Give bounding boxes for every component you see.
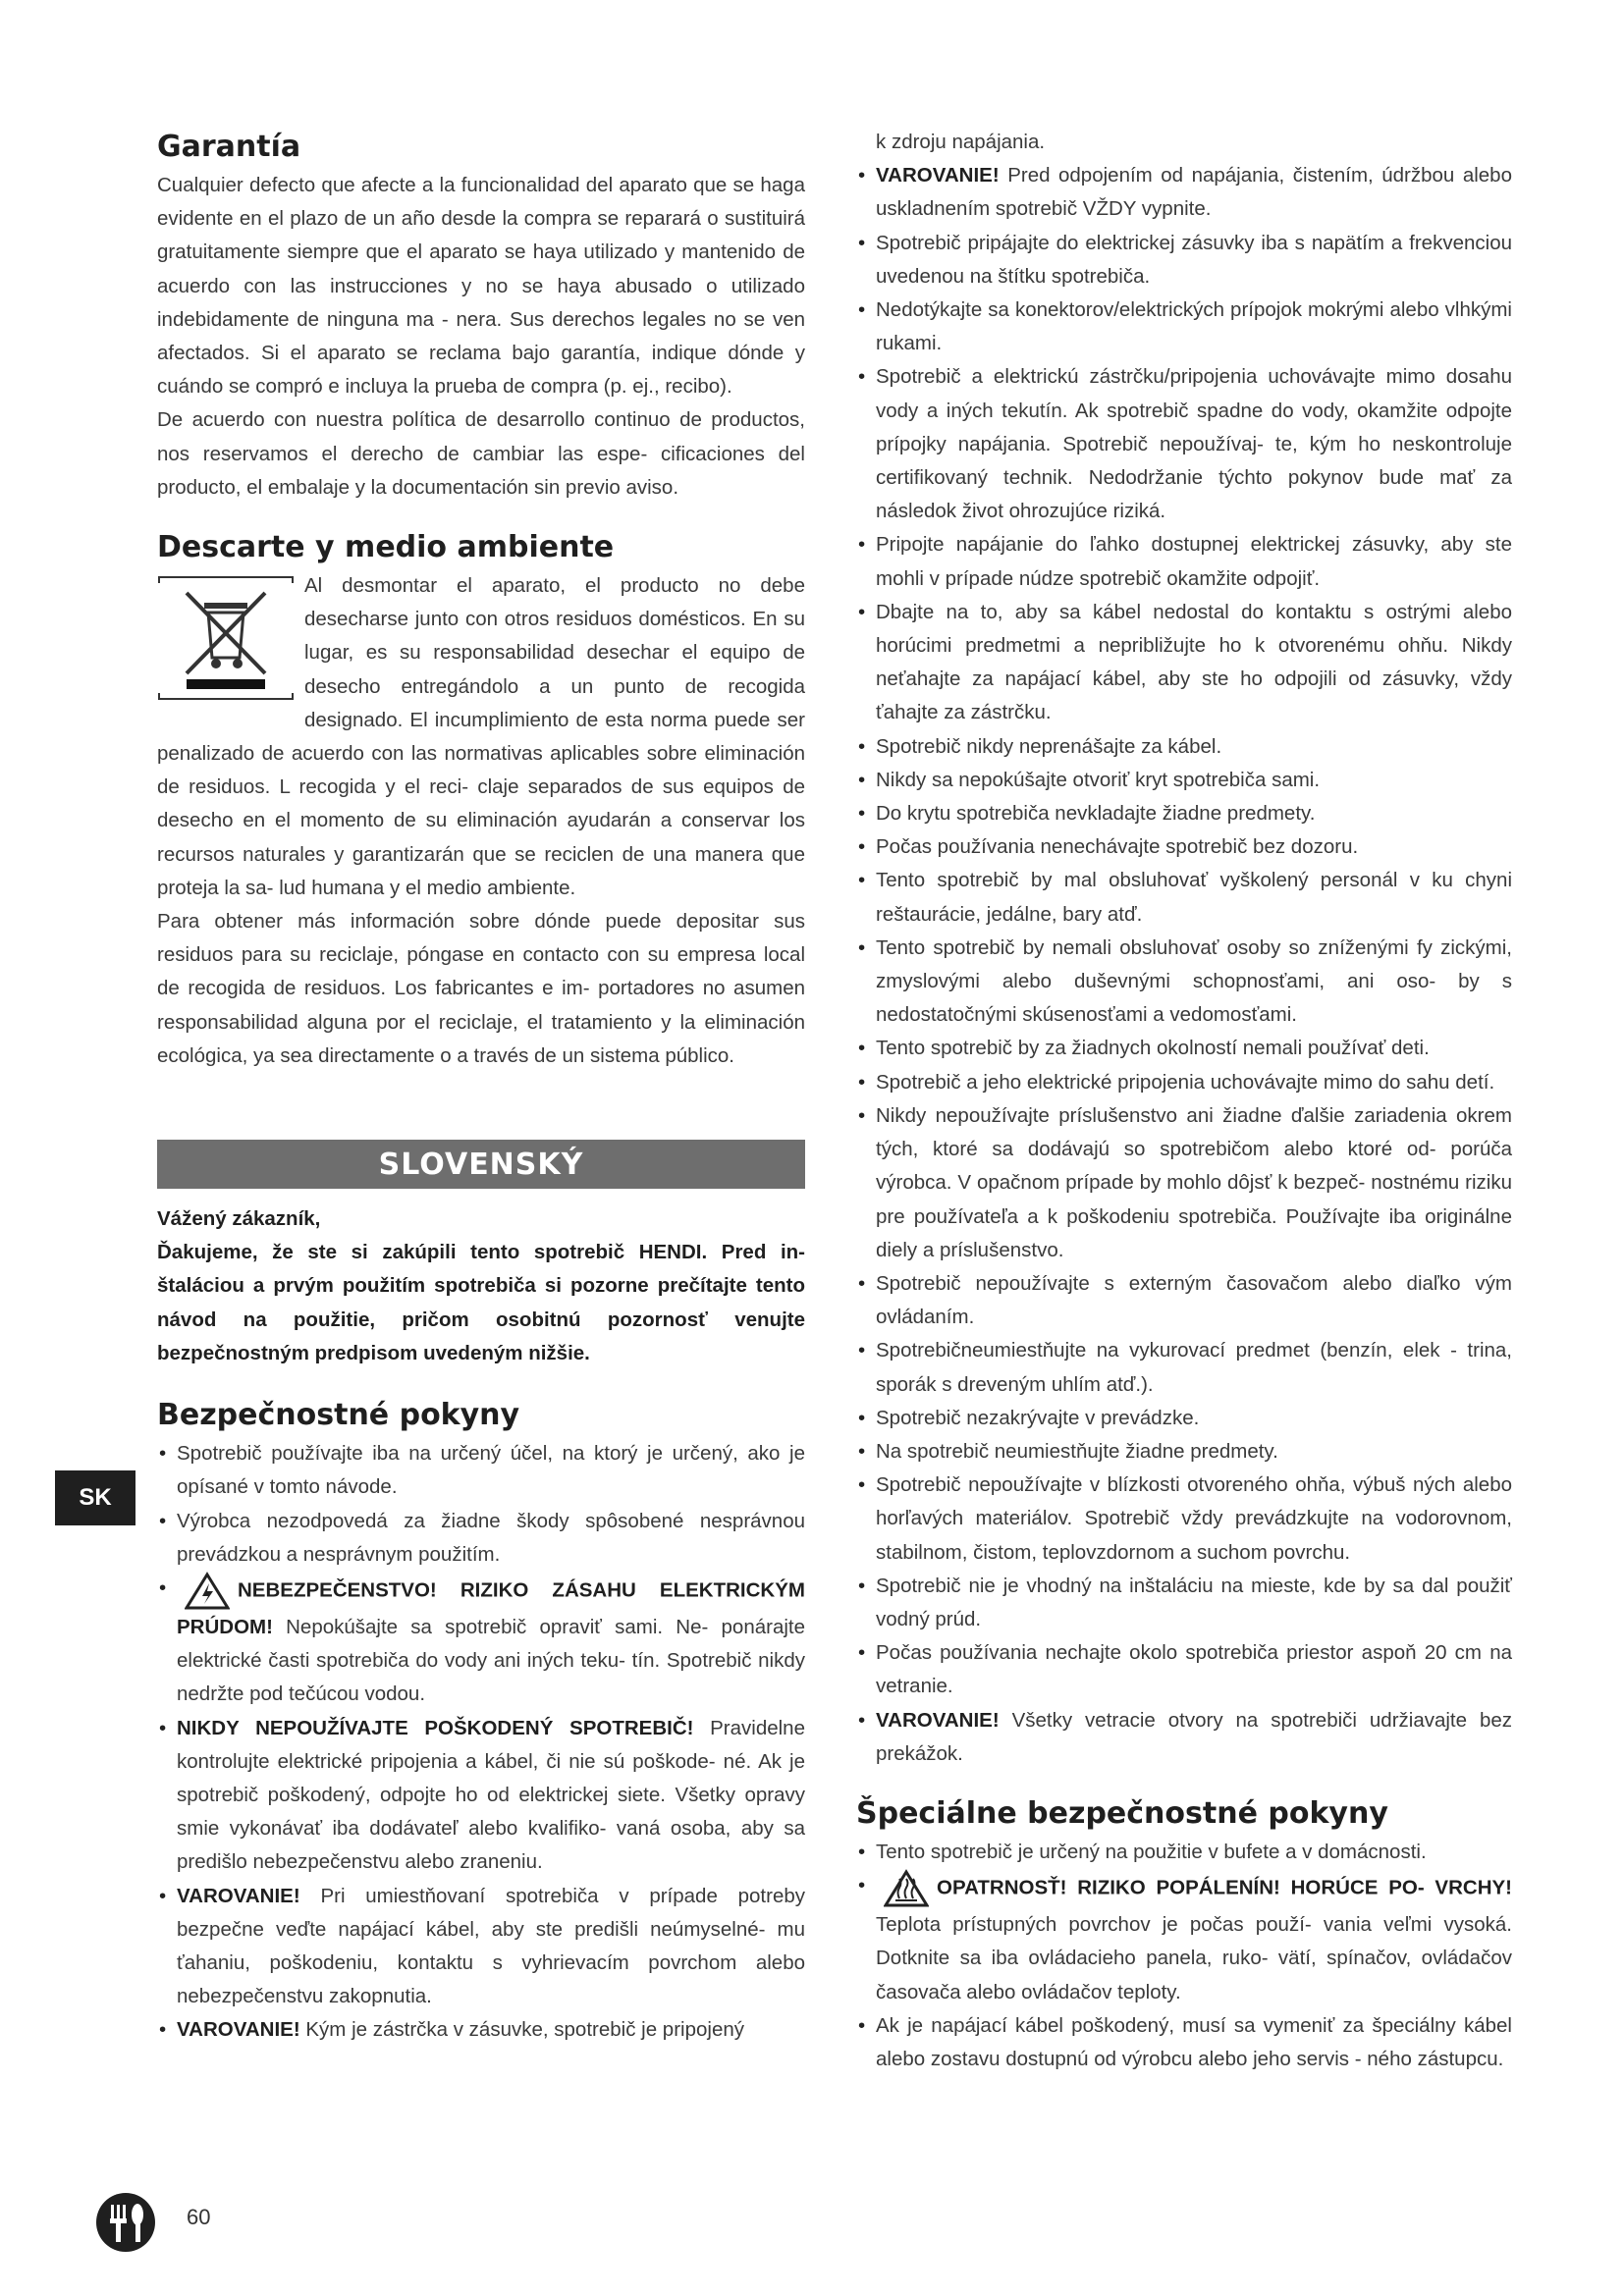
safety-item: • VAROVANIE! Pri umiestňovaní spotrebiča v prípade potreby bezpečne veďte napájací kábel, aby ste predišli neúmyselné- mu ťahaniu, poškodeniu, kontaktu s vyhrievacím povrchom alebo nebezpečenstvu zakopnutia. <box>157 1880 805 2014</box>
safety-item: • Spotrebič nepoužívajte s externým časovačom alebo diaľko vým ovládaním. <box>856 1267 1512 1334</box>
special-safety-section <box>856 1792 1512 2076</box>
safety-item: • Nikdy nepoužívajte príslušenstvo ani žiadne ďalšie zariadenia okrem tých, ktoré sa dodávajú so spotrebičom alebo ktoré od- porúča výrobca. V opačnom prípade by mohlo dôjsť k bezpeč- nostnému riziku pre používateľa a k poškodeniu spotrebiča. Používajte iba originálne diely a príslušenstvo. <box>856 1099 1512 1267</box>
safety-list-continued <box>856 159 1512 1771</box>
disposal-title: Descarte y medio ambiente <box>157 530 615 565</box>
page-number: 60 <box>187 2205 211 2229</box>
safety-item: • Spotrebič nepoužívajte v blízkosti otvoreného ohňa, výbuš ných alebo horľavých materiálov. Spotrebič vždy prevádzkujte na vodorovnom, stabilnom, čistom, teplovzdornom a suchom povrchu. <box>856 1468 1512 1570</box>
safety-item: • Na spotrebič neumiestňujte žiadne predmety. <box>856 1435 1512 1468</box>
disposal-paragraph-2: Para obtener más información sobre dónde puede depositar sus residuos para su reciclaje, póngase en contacto con su empresa local de recogida de residuos. Los fabricantes e im- portadores no asumen responsabilidad alguna por el reciclaje, el tratamiento y la eliminación ecológica, ya sea directamente o a través de un sistema público. <box>157 910 805 1067</box>
right-column <box>856 126 1512 2076</box>
warranty-title: Garantía <box>157 130 301 164</box>
warranty-paragraph-1: Cualquier defecto que afecte a la funcionalidad del aparato que se haga evidente en el plazo de un año desde la compra se reparará o sustituirá gratuitamente siempre que el aparato se haya utilizado y mantenido de acuerdo con las instrucciones y no se haya abusado o utilizado indebidamente de ninguna ma - nera. Sus derechos legales no se ven afectados. Si el aparato se reclama bajo garantía, indique dónde y cuándo se compró e incluya la prueba de compra (p. ej., recibo). <box>157 174 805 399</box>
left-column <box>157 126 805 2048</box>
special-safety-title: Špeciálne bezpečnostné pokyny <box>856 1795 1388 1831</box>
greeting-text: Ďakujeme, že ste si zakúpili tento spotrebič HENDI. Pred in- štaláciou a prvým použitím spotrebiča si pozorne prečítajte tento návod na použitie, pričom osobitnú pozornosť venujte bezpečnostným predpisom uvedeným nižšie. <box>157 1241 805 1364</box>
hendi-cutlery-logo-icon <box>94 2191 157 2254</box>
safety-item: • VAROVANIE! Všetky vetracie otvory na spotrebiči udržiavajte bez prekážok. <box>856 1704 1512 1771</box>
continued-text: k zdroju napájania. <box>876 131 1046 153</box>
warranty-paragraph-2: De acuerdo con nuestra política de desarrollo continuo de productos, nos reservamos el derecho de cambiar las espe- cificaciones del producto, el embalaje y la documentación sin previo aviso. <box>157 408 805 499</box>
safety-item: • Počas používania nechajte okolo spotrebiča priestor aspoň 20 cm na vetranie. <box>856 1636 1512 1703</box>
warranty-section <box>157 126 805 505</box>
safety-item: • Do krytu spotrebiča nevkladajte žiadne predmety. <box>856 797 1512 830</box>
safety-item: • VAROVANIE! Kým je zástrčka v zásuvke, spotrebič je pripojený <box>157 2013 805 2047</box>
safety-item-electric: • NEBEZPEČENSTVO! RIZIKO ZÁSAHU ELEKTRICKÝM PRÚDOM! Nepokúšajte sa spotrebič opraviť sami. Ne- ponárajte elektrické časti spotrebiča do vody ani iných teku- tín. Spotrebič nikdy nedržte pod tečúcou vodou. <box>157 1572 805 1712</box>
safety-item: • Nikdy sa nepokúšajte otvoriť kryt spotrebiča sami. <box>856 764 1512 797</box>
safety-item: • Pripojte napájanie do ľahko dostupnej elektrickej zásuvky, aby ste mohli v prípade núdze spotrebič okamžite odpojiť. <box>856 528 1512 595</box>
disposal-paragraph-1: Al desmontar el aparato, el producto no debe desecharse junto con otros residuos domésticos. En su lugar, es su responsabilidad desechar el equipo de desecho entregándolo a un punto de recogida designado. El incumplimiento de esta norma puede ser penalizado de acuerdo con las normativas aplicables sobre eliminación de residuos. L recogida y el reci- claje separados de sus equipos de desecho en el momento de su eliminación ayudarán a conservar los recursos naturales y garantizarán que se reciclen de una manera que proteja la sa- lud humana y el medio ambiente. <box>157 574 805 899</box>
special-safety-item-hot: • OPATRNOSŤ! RIZIKO POPÁLENÍN! HORÚCE PO- VRCHY! Teplota prístupných povrchov je počas použí- vania veľmi vysoká. Dotknite sa iba ovládacieho panela, ruko- vätí, spínačov, ovládačov časovača alebo ovládačov teploty. <box>856 1869 1512 2009</box>
special-safety-list <box>856 1836 1512 2076</box>
safety-item: • Spotrebič pripájajte do elektrickej zásuvky iba s napätím a frekvenciou uvedenou na štítku spotrebiča. <box>856 227 1512 294</box>
safety-item: • Dbajte na to, aby sa kábel nedostal do kontaktu s ostrými alebo horúcimi predmetmi a nepribližujte ho k otvorenému ohňu. Nikdy neťahajte za napájací kábel, aby ste ho odpojili od zásuvky, vždy ťahajte za zástrčku. <box>856 596 1512 730</box>
safety-item: • NIKDY NEPOUŽÍVAJTE POŠKODENÝ SPOTREBIČ! Pravidelne kontrolujte elektrické pripojenia a kábel, či nie sú poškode- né. Ak je spotrebič poškodený, odpojte ho od elektrickej siete. Všetky opravy smie vykonávať iba dodávateľ alebo kvalifiko- vaná osoba, aby sa predišlo nebezpečenstvu alebo zraneniu. <box>157 1712 805 1880</box>
disposal-body <box>157 569 805 1073</box>
hot-surface-icon <box>884 1869 929 1908</box>
electric-hazard-icon <box>185 1572 230 1611</box>
special-safety-item: • Ak je napájací kábel poškodený, musí sa vymeniť za špeciálny kábel alebo zostavu dostupnú od výrobcu alebo jeho servis - ného zástupcu. <box>856 2009 1512 2076</box>
safety-title: Bezpečnostné pokyny <box>157 1398 520 1433</box>
safety-item: • Spotrebič nikdy neprenášajte za kábel. <box>856 730 1512 764</box>
safety-item: • Spotrebič a elektrickú zástrčku/pripojenia uchovávajte mimo dosahu vody a iných tekutín. Ak spotrebič spadne do vody, okamžite odpojte prípojky napájania. Spotrebič nepoužívaj- te, kým ho neskontroluje certifikovaný technik. Nedodržanie týchto pokynov bude mať za následok život ohrozujúce riziká. <box>856 360 1512 528</box>
weee-bin-icon <box>157 575 295 713</box>
safety-item: • Tento spotrebič by mal obsluhovať vyškolený personál v ku chyni reštaurácie, jedálne, bary atď. <box>856 864 1512 931</box>
safety-item: • Tento spotrebič by za žiadnych okolností nemali používať deti. <box>856 1032 1512 1065</box>
safety-item: • VAROVANIE! Pred odpojením od napájania, čistením, údržbou alebo uskladnením spotrebič VŽDY vypnite. <box>856 159 1512 226</box>
safety-item: • Výrobca nezodpovedá za žiadne škody spôsobené nesprávnou prevádzkou a nesprávnym použitím. <box>157 1505 805 1572</box>
safety-section <box>157 1394 805 2047</box>
language-banner: SLOVENSKÝ <box>157 1140 805 1189</box>
greeting-salutation: Vážený zákazník, <box>157 1207 321 1231</box>
language-tab: SK <box>55 1470 135 1525</box>
safety-item: • Tento spotrebič by nemali obsluhovať osoby so zníženými fy zickými, zmyslovými alebo duševnými schopnosťami, ani oso- by s nedostatočnými skúsenosťami a vedomosťami. <box>856 932 1512 1033</box>
safety-item: • Počas používania nenechávajte spotrebič bez dozoru. <box>856 830 1512 864</box>
safety-item: • Spotrebičneumiestňujte na vykurovací predmet (benzín, elek - trina, sporák s dreveným uhlím atď.). <box>856 1334 1512 1401</box>
safety-item: • Spotrebič nie je vhodný na inštaláciu na mieste, kde by sa dal použiť vodný prúd. <box>856 1570 1512 1636</box>
disposal-section <box>157 526 805 1073</box>
special-safety-item: • Tento spotrebič je určený na použitie v bufete a v domácnosti. <box>856 1836 1512 1869</box>
safety-item: • Nedotýkajte sa konektorov/elektrických prípojok mokrými alebo vlhkými rukami. <box>856 294 1512 360</box>
safety-item: • Spotrebič a jeho elektrické pripojenia uchovávajte mimo do sahu detí. <box>856 1066 1512 1099</box>
safety-item: • Spotrebič používajte iba na určený účel, na ktorý je určený, ako je opísané v tomto návode. <box>157 1437 805 1504</box>
safety-item: • Spotrebič nezakrývajte v prevádzke. <box>856 1402 1512 1435</box>
safety-list <box>157 1437 805 2047</box>
greeting-section <box>157 1202 805 1370</box>
